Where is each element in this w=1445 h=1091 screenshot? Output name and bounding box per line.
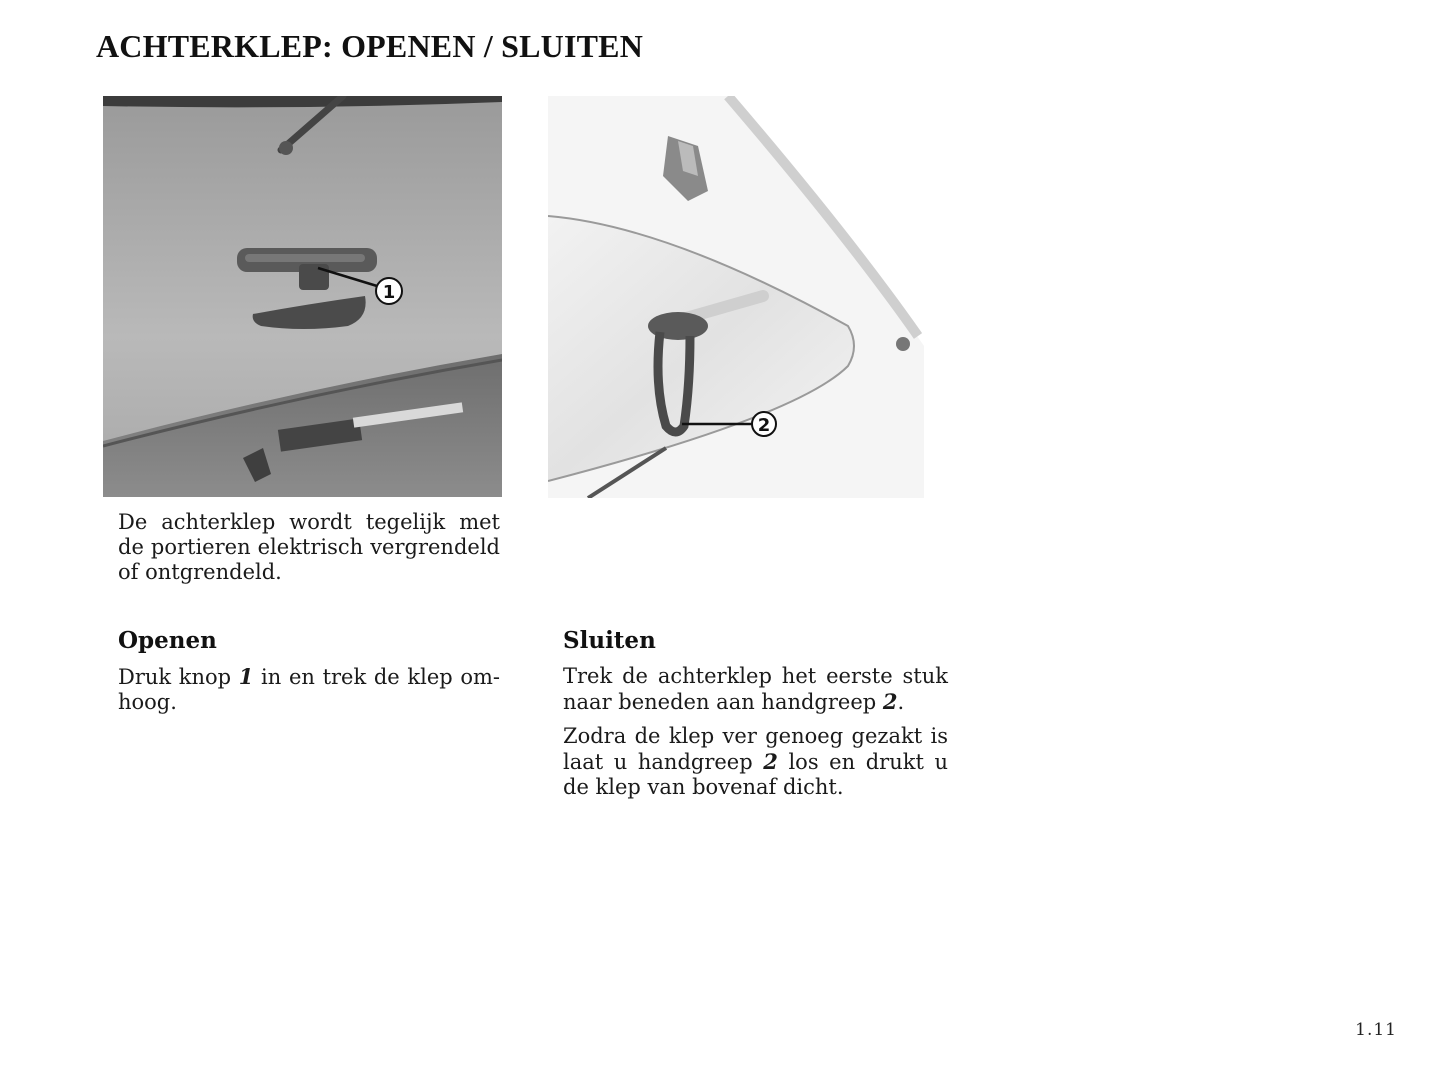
- callout-1-label: 1: [382, 282, 396, 303]
- sluiten-paragraph-1: Trek de achterklep het eerste stuk naar beneden aan handgreep 2.: [563, 664, 948, 714]
- ref-1: 1: [238, 664, 254, 689]
- callout-2-label: 2: [757, 415, 771, 436]
- page-number: 1.11: [1355, 1020, 1397, 1040]
- ref-2: 2: [882, 689, 898, 714]
- page-title: ACHTERKLEP: OPENEN / SLUITEN: [96, 28, 644, 64]
- sluiten-paragraph-2: Zodra de klep ver genoeg gezakt is laat u handgreep 2 los en drukt u de klep van bovenaf dicht.: [563, 724, 948, 799]
- sluiten-heading: Sluiten: [563, 627, 656, 654]
- photo-tailgate-exterior: [103, 96, 502, 497]
- ref-2b: 2: [763, 749, 778, 774]
- photo-tailgate-interior: [548, 96, 924, 498]
- openen-paragraph: Druk knop 1 in en trek de klep om-hoog.: [118, 664, 500, 714]
- intro-paragraph: De achterklep wordt tegelijk met de portieren elektrisch vergrendeld of ontgrendeld.: [118, 510, 500, 584]
- openen-heading: Openen: [118, 627, 217, 654]
